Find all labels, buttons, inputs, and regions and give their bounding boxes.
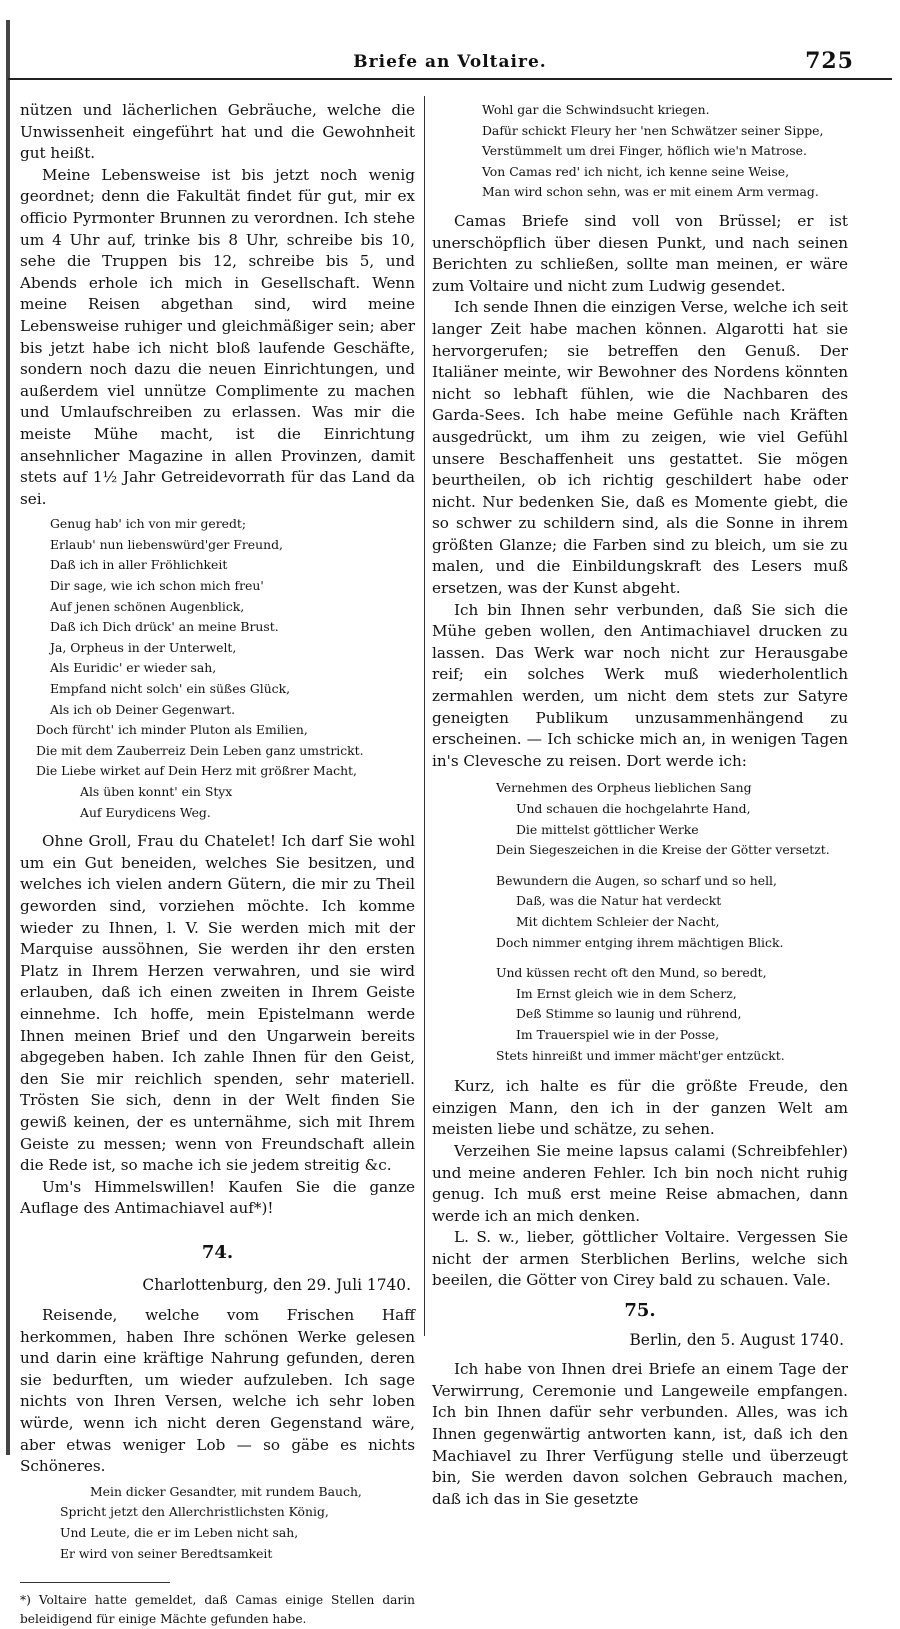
page-number: 725	[805, 48, 854, 74]
verse-line: Mein dicker Gesandter, mit rundem Bauch,	[90, 1483, 362, 1499]
paragraph: Camas Briefe sind voll von Brüssel; er ist unerschöpflich über diesen Punkt, und nach seinen Berichten zu schließen, sollte man meinen, er wäre zum Voltaire und nicht zum Ludwig gesendet.	[432, 211, 848, 295]
paragraph: Verzeihen Sie meine lapsus calami (Schreibfehler) und meine anderen Fehler. Ich bin noch nicht ruhig genug. Ich muß erst meine Reise abmachen, dann werde ich an mich denken.	[432, 1141, 848, 1225]
verse-line: Und Leute, die er im Leben nicht sah,	[60, 1525, 299, 1540]
verse-line: Dafür schickt Fleury her 'nen Schwätzer seiner Sippe,	[482, 122, 824, 138]
verse-line: Genug hab' ich von mir geredt;	[50, 516, 247, 532]
footnote: *) Voltaire hatte gemeldet, daß Camas einige Stellen darin beleidigend für einige Mächte gefunden habe.	[20, 1593, 415, 1627]
verse-line: Im Ernst gleich wie in dem Scherz,	[516, 985, 737, 1001]
verse-line: Auf Eurydicens Weg.	[80, 804, 211, 820]
paragraph: Ich bin Ihnen sehr verbunden, daß Sie sich die Mühe geben wollen, den Antimachiavel drucken zu lassen. Das Werk war noch nicht zur Herausgabe reif; ein solches Werk muß wiederholentlich zermahlen werden, um nicht dem stets zur Satyre geneigten Publikum unzusammenhängend zu erscheinen. — Ich schicke mich an, in wenigen Tagen in's Clevesche zu reisen. Dort werde ich:	[432, 600, 848, 770]
paragraph: Kurz, ich halte es für die größte Freude, den einzigen Mann, den ich in der ganzen Welt am meisten liebe und schätze, zu sehen.	[432, 1077, 848, 1139]
poem	[482, 100, 848, 203]
left-column	[20, 100, 415, 1629]
verse-line: Stets hinreißt und immer mächt'ger entzückt.	[496, 1047, 785, 1063]
paragraph: L. S. w., lieber, göttlicher Voltaire. Vergessen Sie nicht der armen Sterblichen Berlins, welche sich beeilen, die Götter von Cirey bald zu schauen. Vale.	[432, 1228, 848, 1290]
verse-line: Als Euridic' er wieder sah,	[50, 660, 217, 676]
verse-line: Auf jenen schönen Augenblick,	[50, 598, 245, 614]
dateline: Charlottenburg, den 29. Juli 1740.	[142, 1276, 411, 1295]
verse-line: Bewundern die Augen, so scharf und so hell,	[496, 872, 777, 888]
verse-line: Ja, Orpheus in der Unterwelt,	[50, 639, 237, 655]
poem	[496, 871, 848, 953]
verse-line: Dein Siegeszeichen in die Kreise der Götter versetzt.	[496, 842, 830, 858]
paragraph: nützen und lächerlichen Gebräuche, welche die Unwissenheit eingeführt hat und die Gewohnheit gut heißt.	[20, 101, 415, 163]
dateline: Berlin, den 5. August 1740.	[629, 1330, 844, 1349]
verse-line: Vernehmen des Orpheus lieblichen Sang	[496, 780, 752, 796]
verse-line: Daß, was die Natur hat verdeckt	[516, 893, 722, 909]
poem	[496, 778, 848, 860]
verse-line: Und schauen die hochgelahrte Hand,	[516, 801, 751, 816]
footnote-rule	[20, 1582, 170, 1583]
header-rule	[8, 78, 892, 80]
verse-line: Spricht jetzt den Allerchristlichsten König,	[60, 1504, 329, 1520]
page-binding-edge	[6, 20, 10, 1455]
verse-line: Und küssen recht oft den Mund, so beredt,	[496, 965, 767, 981]
verse-line: Doch fürcht' ich minder Pluton als Emilien,	[36, 722, 308, 738]
poem	[36, 514, 415, 823]
running-title: Briefe an Voltaire.	[353, 52, 547, 72]
paragraph: Ich sende Ihnen die einzigen Verse, welche ich seit langer Zeit habe machen können. Algarotti hat sie hervorgerufen; sie betreffen den Genuß. Der Italiäner meinte, wir Bewohner des Nordens könnten nicht so lebhaft fühlen, wie die Nachbaren des Garda-Sees. Ich habe meine Gefühle nach Kräften ausgedrückt, um ihm zu zeigen, wie viel Gefühl unsere Beschaffenheit uns gestattet. Sie mögen beurtheilen, ob ich richtig geschildert habe oder nicht. Nur bedenken Sie, daß es Momente giebt, die so schwer zu schildern sind, als die Sonne in ihrem größten Glanze; die Farben sind zu bleich, um sie zu malen, und die Einbildungskraft des Lesers muß ersetzen, was der Kunst abgeht.	[432, 298, 848, 598]
letter-number: 75.	[624, 1300, 656, 1322]
verse-line: Daß ich Dich drück' an meine Brust.	[50, 619, 279, 635]
verse-line: Die Liebe wirket auf Dein Herz mit größrer Macht,	[36, 763, 357, 779]
paragraph: Ohne Groll, Frau du Chatelet! Ich darf Sie wohl um ein Gut beneiden, welches Sie besitzen, und welches ich vielen andern Gütern, die mir zu Theil geworden sind, vorziehen möchte. Ich komme wieder zu Ihnen, l. V. Sie werden mich mit der Marquise aussöhnen, Sie werden ihr den ersten Platz in Ihrem Herzen verwahren, und sie wird erlauben, daß ich einen zweiten in Ihrem Geiste einnehme. Ich hoffe, mein Epistelmann werde Ihnen meinen Brief und den Ungarwein bereits abgegeben haben. Ich zahle Ihnen für den Geist, den Sie mir reichlich spenden, sehr materiell. Trösten Sie sich, denn in der Welt finden Sie gewiß keinen, der es unternähme, sich mit Ihrem Geiste zu messen; wenn von Freundschaft allein die Rede ist, so mache ich sie jedem streitig &c.	[20, 832, 415, 1175]
verse-line: Dir sage, wie ich schon mich freu'	[50, 578, 264, 594]
verse-line: Deß Stimme so launig und rührend,	[516, 1006, 742, 1022]
verse-line: Mit dichtem Schleier der Nacht,	[516, 913, 720, 929]
paragraph: Ich habe von Ihnen drei Briefe an einem Tage der Verwirrung, Ceremonie und Langeweile empfangen. Ich bin Ihnen dafür sehr verbunden. Alles, was ich Ihnen gegenwärtig antworten kann, ist, daß ich den Machiavel zu Ihrer Verfügung stelle und überzeugt bin, Sie werden davon solchen Gebrauch machen, daß ich das in Sie gesetzte	[432, 1360, 848, 1508]
verse-line: Doch nimmer entging ihrem mächtigen Blick.	[496, 934, 784, 950]
verse-line: Im Trauerspiel wie in der Posse,	[516, 1026, 720, 1042]
verse-line: Er wird von seiner Beredtsamkeit	[60, 1545, 273, 1561]
right-column	[432, 100, 848, 1510]
verse-line: Die mit dem Zauberreiz Dein Leben ganz umstrickt.	[36, 742, 364, 758]
paragraph: Meine Lebensweise ist bis jetzt noch wenig geordnet; denn die Fakultät findet für gut, mir ex officio Pyrmonter Brunnen zu verordnen. Ich stehe um 4 Uhr auf, trinke bis 8 Uhr, schreibe bis 10, sehe die Truppen bis 12, schreibe bis 5, und Abends erhole ich mich in Gesellschaft. Wenn meine Reisen abgethan sind, wird meine Lebensweise ruhiger und gleichmäßiger sein; aber bis jetzt habe ich nicht bloß laufende Geschäfte, sondern noch dazu die neuen Einrichtungen, und außerdem viel unnütze Complimente zu machen und Umlaufschreiben zu erlassen. Was mir die meiste Mühe macht, ist die Einrichtung ansehnlicher Magazine in allen Provinzen, damit stets auf 1½ Jahr Getreidevorrath für das Land da sei.	[20, 165, 415, 508]
verse-line: Verstümmelt um drei Finger, höflich wie'n Matrose.	[482, 143, 807, 159]
verse-line: Als ich ob Deiner Gegenwart.	[50, 701, 236, 717]
verse-line: Daß ich in aller Fröhlichkeit	[50, 557, 228, 573]
paragraph: Reisende, welche vom Frischen Haff herkommen, haben Ihre schönen Werke gelesen und darin eine kräftige Nahrung gefunden, deren sie bedurften, um wieder aufzuleben. Ich sage nichts von Ihren Versen, welche ich sehr loben würde, wenn ich nicht deren Gegenstand wäre, aber etwas weniger Lob — so gäbe es nichts Schöneres.	[20, 1306, 415, 1476]
verse-line: Man wird schon sehn, was er mit einem Arm vermag.	[482, 184, 819, 200]
verse-line: Erlaub' nun liebenswürd'ger Freund,	[50, 536, 283, 552]
paragraph: Um's Himmelswillen! Kaufen Sie die ganze Auflage des Antimachiavel auf*)!	[20, 1177, 415, 1218]
verse-line: Empfand nicht solch' ein süßes Glück,	[50, 681, 291, 697]
verse-line: Als üben konnt' ein Styx	[80, 784, 233, 799]
verse-line: Von Camas red' ich nicht, ich kenne seine Weise,	[482, 163, 790, 179]
column-divider	[424, 96, 425, 1336]
letter-number: 74.	[201, 1241, 234, 1263]
poem	[496, 963, 848, 1066]
verse-line: Die mittelst göttlicher Werke	[516, 821, 699, 837]
verse-line: Wohl gar die Schwindsucht kriegen.	[482, 102, 710, 117]
poem	[60, 1482, 415, 1564]
